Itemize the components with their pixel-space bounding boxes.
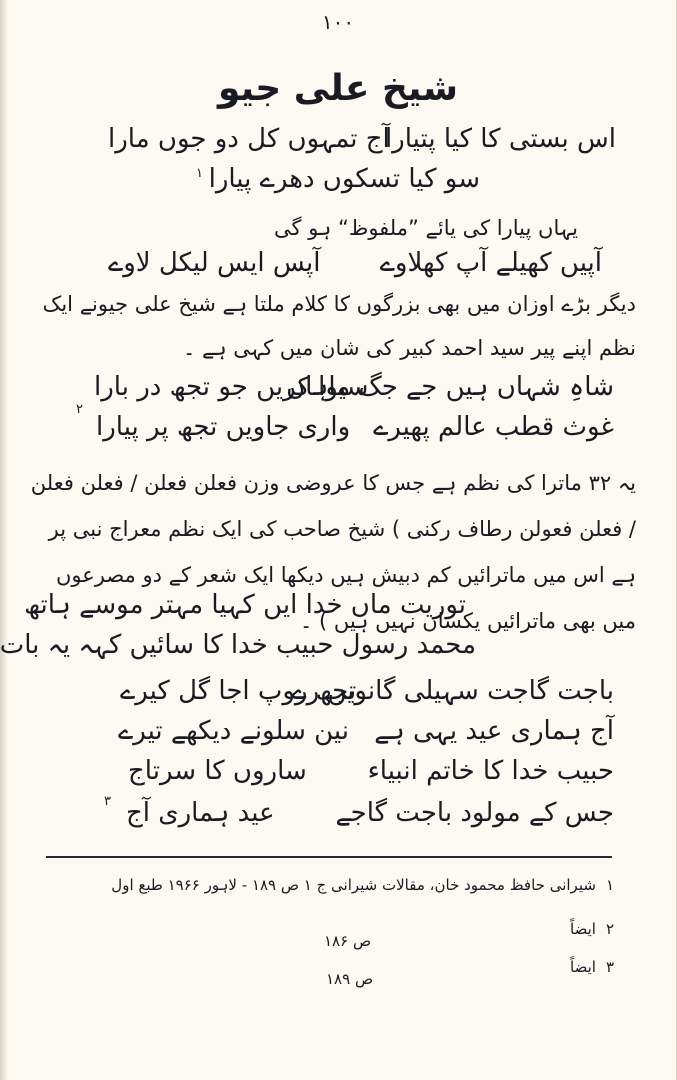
verse4-line2: محمد رسول حبیب خدا کا سائیں کہہ یہ بات <box>0 630 476 660</box>
verse4-line1: توریت ماں خدا ایں کہیا مہتر موسے ہاتھ <box>24 590 466 620</box>
verse5-line1-right: باجت گاجت سہیلی گانویں رے <box>291 676 614 706</box>
verse3-line1-left: سیوا کریں جو تجھ در بارا <box>94 372 369 402</box>
verse1-line1-right: اس بستی کا کیا پتیارا <box>384 124 616 154</box>
footnote-1-text: شیرانی حافظ محمود خان، مقالات شیرانی ج ۱ ص ۱۸۹ - لاہور ۱۹۶۶ طبع اول <box>111 876 596 894</box>
verse3-line1-right: شاہِ شہاں ہیں جے جگ ماہاں <box>286 372 614 402</box>
prose-paragraph-3: یہ ۳۲ ماترا کی نظم ہے جس کا عروضی وزن فعلن فعلن / فعلن فعلن / فعلن فعولن رطاف رکنی ) شیخ صاحب کی ایک نظم معراج نبی پر ہے اس میں ماترائیں کم دبیش ہیں دیکھا ایک شعر کے دو مصرعوں میں بھی ماترائیں یکساں نہیں ہیں ) ۔ <box>30 471 636 633</box>
page-binding-shadow <box>0 0 8 1080</box>
footnote-divider <box>46 856 612 858</box>
verse2-left: آپس ایس لیکل لاوے <box>108 248 321 278</box>
page-title: شیخ علی جیو <box>217 68 459 109</box>
verse5-line3-right: حبیب خدا کا خاتم انبیاء <box>367 756 614 786</box>
footnote-3-page: ص ۱۸۹ <box>326 970 374 988</box>
footnote-ref-2: ۲ <box>76 402 83 417</box>
verse1-line1-left: آج تمہوں کل دو جوں مارا <box>108 124 390 154</box>
verse3-line2-right: غوث قطب عالم پھیرے <box>373 412 614 442</box>
prose-line-1: یہاں پیارا کی یائے ”ملفوظ“ ہو گی <box>274 216 578 240</box>
verse2-right: آپیں کھیلے آپ کھلاوے <box>379 248 602 278</box>
page-number: ۱۰۰ <box>321 10 355 34</box>
verse5-line4-right: جس کے مولود باجت گاجے <box>335 798 614 828</box>
footnote-2-number: ۲ <box>605 920 614 938</box>
footnote-3 <box>570 958 614 976</box>
verse5-line2-right: آج ہماری عید یہی ہے <box>374 716 614 746</box>
footnote-1-number: ۱ <box>605 876 614 894</box>
footnote-ref-1: ۱ <box>196 166 203 181</box>
verse5-line1-left: تجھ روپ اجا گل کیرے <box>120 676 357 706</box>
footnote-ref-3: ۳ <box>104 794 111 809</box>
footnote-3-number: ۳ <box>605 958 614 976</box>
footnote-2-text: ایضاً <box>570 920 596 938</box>
verse5-line2-left: نین سلونے دیکھے تیرے <box>118 716 350 746</box>
verse1-line2: سو کیا تسکوں دھرے پیارا <box>208 164 480 194</box>
footnote-2 <box>570 920 614 938</box>
footnote-2-page: ص ۱۸۶ <box>324 932 372 950</box>
footnote-3-text: ایضاً <box>570 958 596 976</box>
verse5-line4-left: عید ہماری آج <box>126 798 275 828</box>
verse5-line3-left: ساروں کا سرتاج <box>128 756 307 786</box>
prose-paragraph-2: دیگر بڑے اوزان میں بھی بزرگوں کا کلام ملتا ہے شیخ علی جیونے ایک نظم اپنے پیر سید احمد کبیر کی شان میں کہی ہے ۔ <box>42 292 636 360</box>
footnote-1 <box>111 876 614 894</box>
verse3-line2-left: واری جاویں تجھ پر پیارا <box>96 412 351 442</box>
